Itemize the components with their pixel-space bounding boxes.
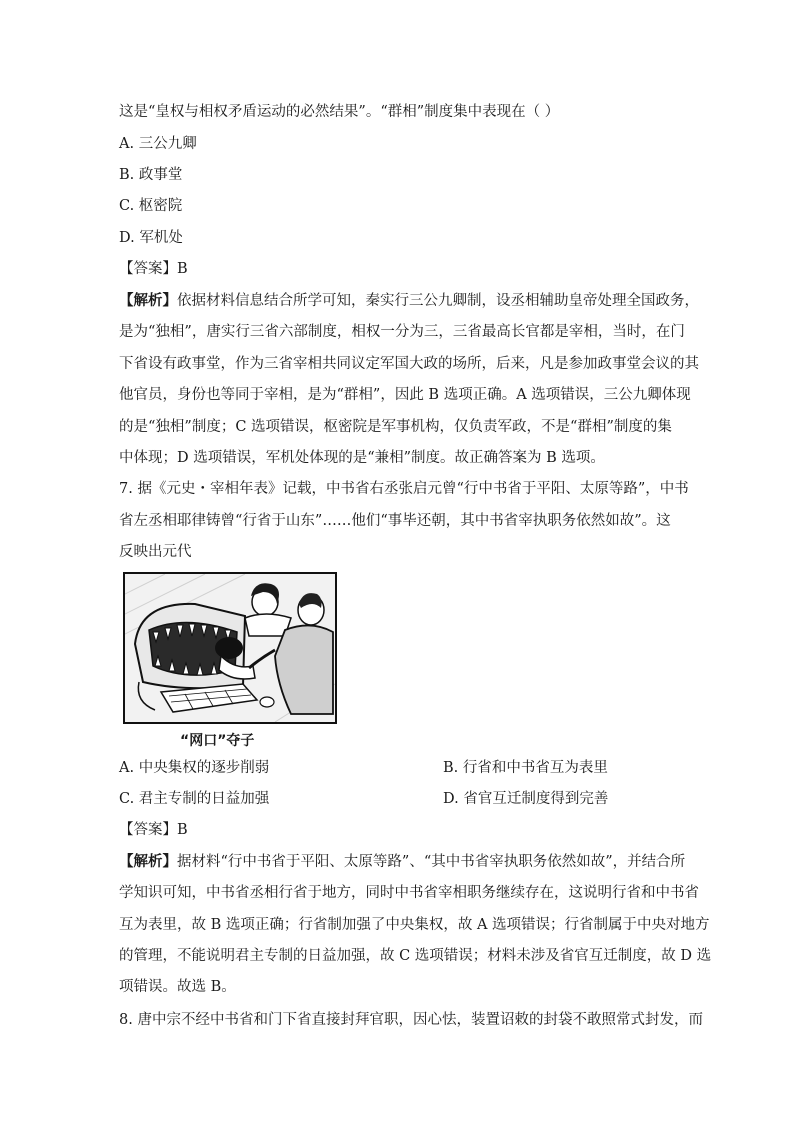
q7-stem-line-3: 反映出元代 xyxy=(119,544,192,560)
q6-option-b: B. 政事堂 xyxy=(119,167,183,183)
q7-answer: 【答案】B xyxy=(119,822,188,838)
q6-analysis-line-3: 下省设有政事堂，作为三省宰相共同议定军国大政的场所，后来，凡是参加政事堂会议的其 xyxy=(119,356,699,372)
q7-option-a: A. 中央集权的逐步削弱 xyxy=(119,760,270,776)
q7-stem-line-1: 7. 据《元史・宰相年表》记载，中书省右丞张启元曾“行中书省于平阳、太原等路”，中书 xyxy=(119,481,689,497)
q7-analysis-line-3: 互为表里，故 B 选项正确；行省制加强了中央集权，故 A 选项错误；行省制属于中央对地方 xyxy=(119,917,710,933)
analysis-label: 【解析】 xyxy=(119,292,177,309)
q7-analysis-line-1: 【解析】据材料“行中书省于平阳、太原等路”、“其中书省宰执职务依然如故”，并结合所 xyxy=(119,853,686,870)
q6-option-a: A. 三公九卿 xyxy=(119,136,197,152)
cartoon-figure xyxy=(123,572,337,724)
q6-analysis-line-4: 他官员，身份也等同于宰相，是为“群相”，因此 B 选项正确。A 选项错误，三公九卿体现 xyxy=(119,387,691,403)
q7-analysis-line-5: 项错误。故选 B。 xyxy=(119,979,236,995)
q7-analysis-line-4: 的管理，不能说明君主专制的日益加强，故 C 选项错误；材料未涉及省官互迁制度，故 D 选 xyxy=(119,948,712,964)
q7-option-c: C. 君主专制的日益加强 xyxy=(119,791,270,807)
q6-option-d: D. 军机处 xyxy=(119,230,183,246)
analysis-label: 【解析】 xyxy=(119,853,177,870)
q6-analysis-line-2: 是为“独相”，唐实行三省六部制度，相权一分为三，三省最高长官都是宰相，当时，在门 xyxy=(119,324,685,340)
q7-option-d: D. 省官互迁制度得到完善 xyxy=(443,791,609,807)
q6-analysis-line-1: 【解析】依据材料信息结合所学可知，秦实行三公九卿制，设丞相辅助皇帝处理全国政务， xyxy=(119,292,699,309)
q7-stem-line-2: 省左丞相耶律铸曾“行省于山东”……他们“事毕还朝，其中书省宰执职务依然如故”。这 xyxy=(119,513,671,529)
q7-analysis-line-2: 学知识可知，中书省丞相行省于地方，同时中书省宰相职务继续存在，这说明行省和中书省 xyxy=(119,885,699,901)
q8-stem-line-1: 8. 唐中宗不经中书省和门下省直接封拜官职，因心怯，装置诏敕的封袋不敢照常式封发，而 xyxy=(119,1012,703,1028)
q6-answer: 【答案】B xyxy=(119,261,188,277)
figure-caption: “网口”夺子 xyxy=(180,733,255,749)
cartoon-illustration xyxy=(125,574,335,722)
q6-analysis-line-5: 的是“独相”制度；C 选项错误，枢密院是军事机构，仅负责军政，不是“群相”制度的集 xyxy=(119,419,672,435)
q6-analysis-line-6: 中体现；D 选项错误，军机处体现的是“兼相”制度。故正确答案为 B 选项。 xyxy=(119,450,605,466)
q7-option-b: B. 行省和中书省互为表里 xyxy=(443,760,608,776)
q6-option-c: C. 枢密院 xyxy=(119,198,183,214)
q6-stem: 这是“皇权与相权矛盾运动的必然结果”。“群相”制度集中表现在（ ） xyxy=(119,104,560,120)
